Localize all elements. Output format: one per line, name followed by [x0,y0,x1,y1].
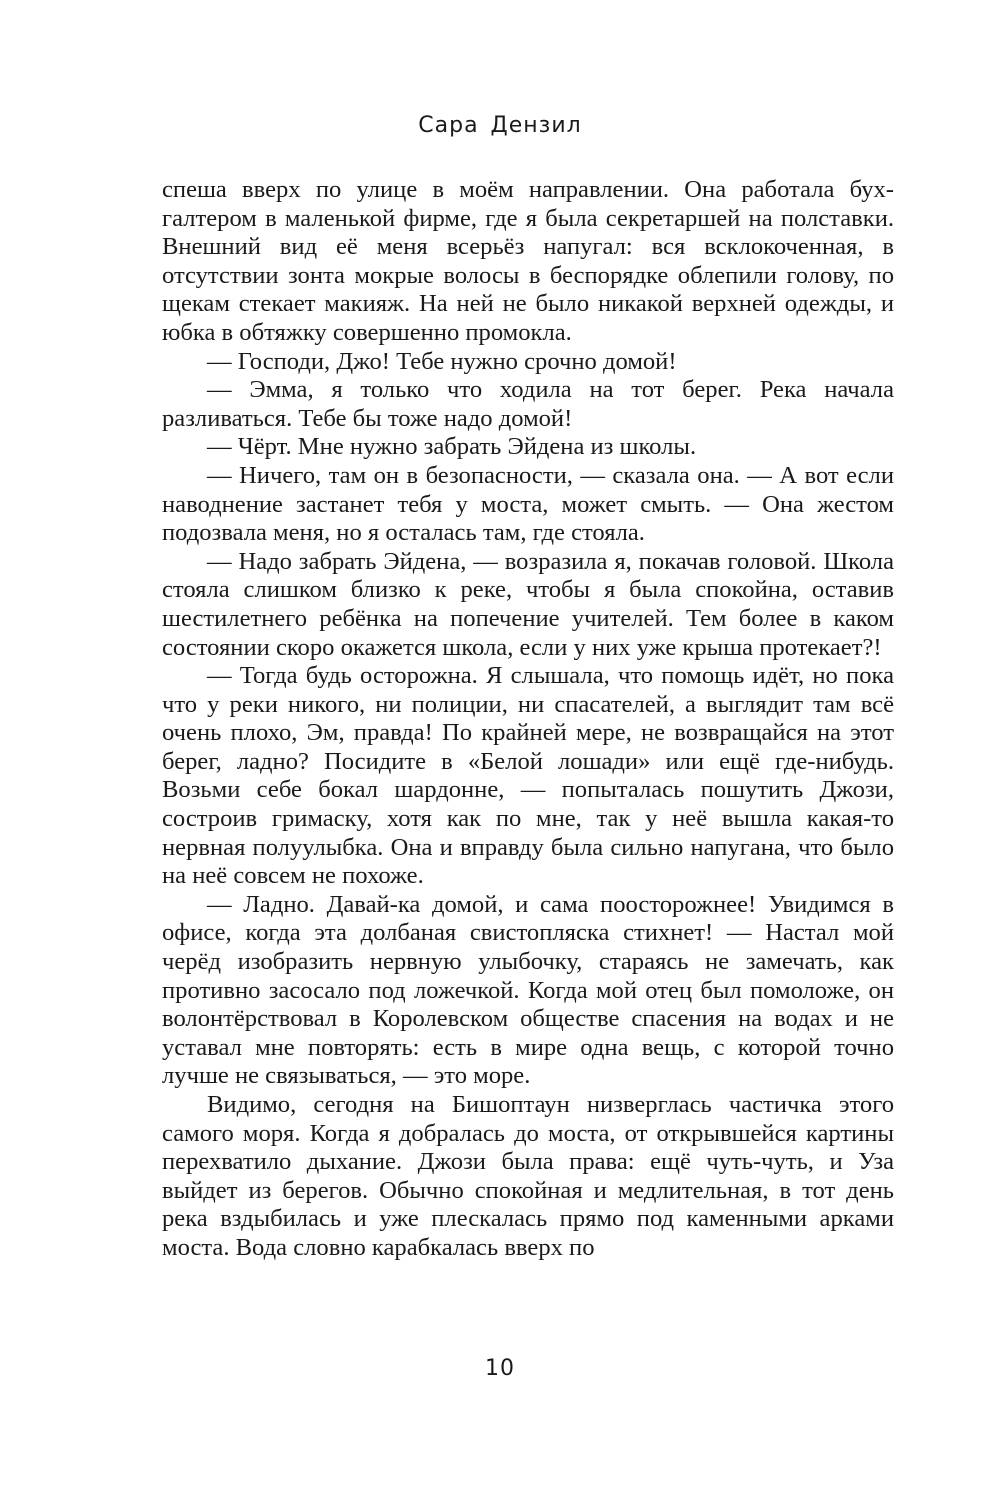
body-text [162,176,894,1263]
paragraph: — Ладно. Давай-ка домой, и сама поосторожнее! Увидимся в офисе, когда эта долбаная свистопляска стихнет! — Настал мой черёд изобразить нервную улыбочку, стараясь не замечать, как противно засосало под ложечкой. Когда мой отец был помоложе, он волонтёрствовал в Королевском обществе спасения на водах и не уставал мне повторять: есть в мире одна вещь, с которой точно лучше не связываться, — это море. [162,890,894,1090]
paragraph: — Ничего, там он в безопасности, — сказала она. — А вот если наводнение застанет тебя у моста, может смыть. — Она жестом подозвала меня, но я осталась там, где стояла. [162,461,894,547]
paragraph: — Господи, Джо! Тебе нужно срочно домой! [207,347,677,375]
paragraph: — Чёрт. Мне нужно забрать Эйдена из школы. [207,433,697,461]
paragraph: — Тогда будь осторожна. Я слышала, что помощь идёт, но пока что у реки никого, ни полиции, ни спасателей, а выглядит там всё очень плохо, Эм, правда! По крайней мере, не возвращайся на этот берег, ладно? Посидите в «Белой лошади» или ещё где-нибудь. Возьми себе бокал шардонне, — попыталась пошутить Джози, состроив гримаску, хотя как по мне, так у неё вышла какая-то нервная полуулыбка. Она и вправду была сильно напугана, что было на неё совсем не похоже. [162,662,894,890]
paragraph: спеша вверх по улице в моём направлении. Она работала бухгалтером в маленькой фирме, где я была секретаршей на полставки. Внешний вид её меня всерьёз напугал: вся всклокоченная, в отсутствии зонта мокрые волосы в беспорядке облепили голову, по щекам стекает макияж. На ней не было никакой верхней одежды, и юбка в обтяжку совершенно промокла. [162,176,894,346]
page-number: 10 [485,1356,515,1381]
paragraph: Видимо, сегодня на Бишоптаун низверглась частичка этого самого моря. Когда я добралась до моста, от открывшейся картины перехватило дыхание. Джози была права: ещё чуть-чуть, и Уза выйдет из берегов. Обычно спокойная и медлительная, в тот день река вздыбилась и уже плескалась прямо под каменными арками моста. Вода словно карабкалась вверх по [162,1091,894,1261]
running-head-author: Сара Дензил [418,113,582,138]
paragraph: — Эмма, я только что ходила на тот берег. Река начала разливаться. Тебе бы тоже надо домой! [162,376,894,432]
paragraph: — Надо забрать Эйдена, — возразила я, покачав головой. Школа стояла слишком близко к реке, чтобы я была спокойна, оставив шестилетнего ребёнка на попечение учителей. Тем более в каком состоянии скоро окажется школа, если у них уже крыша протекает?! [162,547,894,661]
